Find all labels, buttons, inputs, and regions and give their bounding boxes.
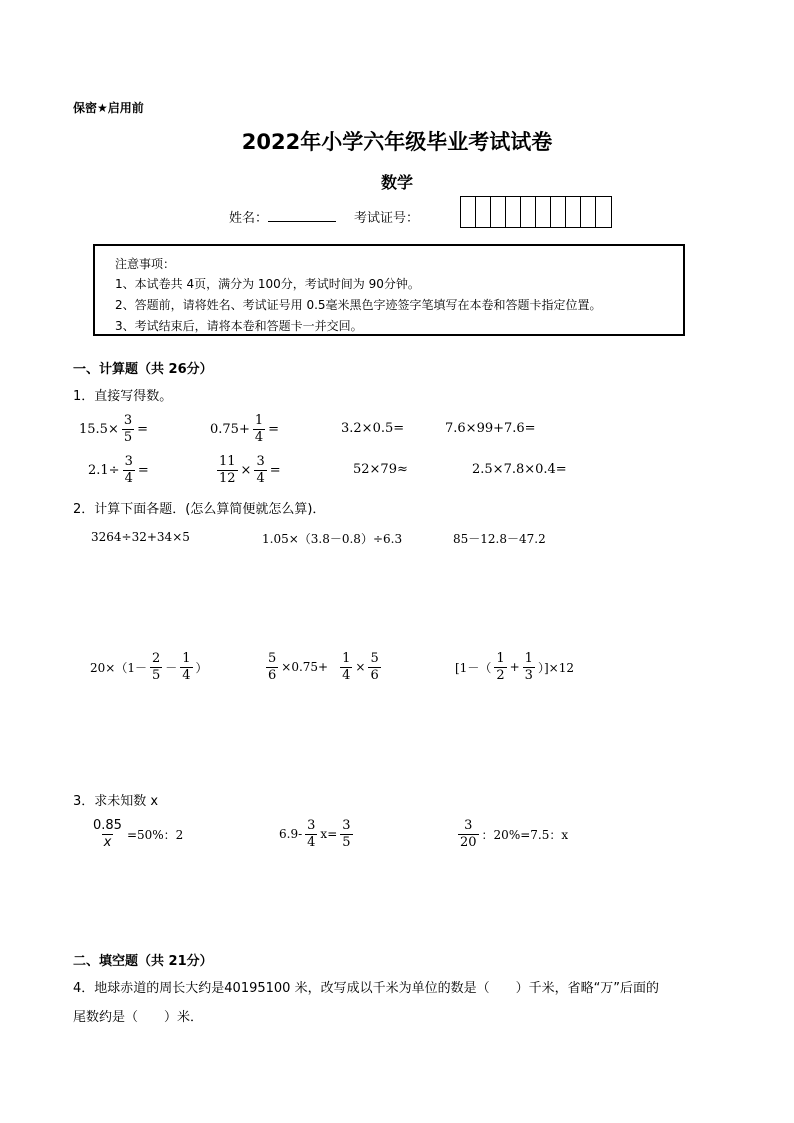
math-text: 20×（1－ bbox=[90, 660, 147, 675]
exam-id-cell[interactable] bbox=[491, 197, 506, 227]
fraction-numerator: 3 bbox=[256, 453, 265, 469]
confidential-label: 保密★启用前 bbox=[73, 101, 144, 115]
fraction bbox=[368, 652, 380, 682]
fraction bbox=[122, 414, 134, 444]
fraction bbox=[91, 819, 124, 849]
fraction-numerator: 1 bbox=[182, 650, 191, 666]
fraction bbox=[253, 414, 265, 444]
q1-item-7: 52×79≈ bbox=[353, 462, 408, 477]
fraction bbox=[266, 652, 278, 682]
section-2-title: 二、填空题（共 21分） bbox=[73, 954, 213, 969]
q1-item-5 bbox=[88, 451, 149, 489]
math-text: ） bbox=[195, 660, 208, 675]
fraction-denominator: 5 bbox=[123, 429, 133, 445]
q1-item-8: 2.5×7.8×0.4= bbox=[472, 462, 567, 477]
q2-label: 2．计算下面各题．(怎么算简便就怎么算)． bbox=[73, 502, 326, 517]
exam-id-cell[interactable] bbox=[536, 197, 551, 227]
fraction-numerator: 2 bbox=[151, 650, 161, 666]
exam-id-cell[interactable] bbox=[596, 197, 611, 227]
fraction-numerator: 5 bbox=[370, 650, 379, 666]
fraction-denominator: 6 bbox=[370, 667, 379, 683]
fraction-denominator: 5 bbox=[342, 834, 351, 850]
exam-id-cell[interactable] bbox=[461, 197, 476, 227]
q1-item-1 bbox=[79, 410, 148, 448]
exam-id-grid[interactable] bbox=[460, 196, 612, 228]
notice-item-1: 1、本试卷共 4页，满分为 100分，考试时间为 90分钟。 bbox=[115, 277, 420, 291]
fraction bbox=[217, 455, 238, 485]
math-text: = bbox=[137, 421, 149, 437]
fraction-denominator: x bbox=[103, 834, 112, 850]
fraction-numerator: 1 bbox=[524, 650, 533, 666]
q3-item-1 bbox=[88, 815, 183, 853]
q2-item-1: 3264÷32+34×5 bbox=[91, 530, 190, 544]
fraction-numerator: 11 bbox=[219, 453, 236, 469]
exam-id-cell[interactable] bbox=[521, 197, 536, 227]
q2-item-2: 1.05×（3.8－0.8）÷6.3 bbox=[262, 532, 403, 546]
math-text: 2.1÷ bbox=[88, 462, 120, 478]
fraction-denominator: 4 bbox=[307, 834, 316, 850]
fraction-numerator: 5 bbox=[268, 650, 277, 666]
q1-item-2 bbox=[210, 410, 279, 448]
fraction bbox=[340, 652, 352, 682]
math-text: = bbox=[137, 462, 149, 478]
fraction-numerator: 3 bbox=[123, 412, 133, 428]
fraction-numerator: 3 bbox=[342, 817, 351, 833]
fraction-denominator: 4 bbox=[124, 470, 133, 486]
math-text: 15.5× bbox=[79, 421, 119, 437]
fraction bbox=[305, 819, 317, 849]
fraction-numerator: 1 bbox=[496, 650, 505, 666]
notice-item-2: 2、答题前，请将姓名、考试证号用 0.5毫米黑色字迹签字笔填写在本卷和答题卡指定位置。 bbox=[115, 298, 602, 312]
fraction-denominator: 2 bbox=[496, 667, 505, 683]
fraction bbox=[494, 652, 506, 682]
fraction-numerator: 3 bbox=[124, 453, 133, 469]
section-1-title: 一、计算题（共 26分） bbox=[73, 362, 213, 377]
notice-item-3: 3、考试结束后，请将本卷和答题卡一并交回。 bbox=[115, 319, 363, 333]
math-text: 6.9- bbox=[279, 827, 303, 841]
q3-label: 3．求未知数 x bbox=[73, 794, 159, 809]
fraction-denominator: 12 bbox=[219, 470, 236, 486]
q3-item-2 bbox=[279, 815, 356, 853]
fraction-denominator: 4 bbox=[182, 667, 191, 683]
fraction-numerator: 1 bbox=[254, 412, 264, 428]
fraction-denominator: 4 bbox=[256, 470, 265, 486]
fraction-denominator: 20 bbox=[460, 834, 477, 850]
q1-item-4: 7.6×99+7.6= bbox=[445, 421, 536, 436]
math-text: × bbox=[240, 462, 252, 478]
exam-id-label: 考试证号： bbox=[354, 211, 420, 226]
fraction-numerator: 3 bbox=[464, 817, 473, 833]
q4-text-line-2: 尾数约是（ ）米． bbox=[73, 1010, 204, 1025]
exam-subject: 数学 bbox=[380, 173, 413, 192]
notice-box bbox=[93, 244, 685, 336]
math-text: ：20%=7.5：x bbox=[481, 827, 569, 842]
fraction-numerator: 0.85 bbox=[93, 817, 122, 833]
math-text: [1－（ bbox=[455, 660, 492, 675]
fraction-numerator: 1 bbox=[342, 650, 351, 666]
q2-item-5 bbox=[263, 648, 384, 686]
math-text: = bbox=[268, 421, 280, 437]
name-label: 姓名： bbox=[229, 211, 269, 226]
q1-label: 1．直接写得数。 bbox=[73, 389, 173, 404]
name-blank[interactable] bbox=[268, 209, 336, 222]
fraction-denominator: 3 bbox=[524, 667, 533, 683]
fraction bbox=[340, 819, 352, 849]
fraction-denominator: 5 bbox=[151, 667, 161, 683]
q2-item-4 bbox=[90, 648, 208, 686]
exam-id-cell[interactable] bbox=[581, 197, 596, 227]
math-text: x= bbox=[320, 827, 338, 841]
fraction bbox=[123, 455, 135, 485]
fraction-denominator: 4 bbox=[342, 667, 351, 683]
exam-id-cell[interactable] bbox=[551, 197, 566, 227]
fraction bbox=[150, 652, 162, 682]
exam-id-cell[interactable] bbox=[506, 197, 521, 227]
q4-text-line-1: 4．地球赤道的周长大约是40195100 米，改写成以千米为单位的数是（ ）千米，省略“万”后面的 bbox=[73, 981, 660, 996]
math-text: = bbox=[269, 462, 281, 478]
math-text: + bbox=[509, 660, 520, 674]
math-text: － bbox=[165, 660, 178, 675]
math-text: ×0.75+ bbox=[281, 660, 329, 674]
exam-id-cell[interactable] bbox=[566, 197, 581, 227]
q1-item-3: 3.2×0.5= bbox=[341, 421, 405, 436]
name-field[interactable] bbox=[229, 207, 336, 226]
q1-item-6 bbox=[214, 451, 281, 489]
fraction-denominator: 4 bbox=[254, 429, 264, 445]
math-text: 0.75+ bbox=[210, 421, 250, 437]
notice-title: 注意事项： bbox=[115, 257, 176, 271]
fraction bbox=[180, 652, 192, 682]
fraction-numerator: 3 bbox=[307, 817, 316, 833]
q2-item-3: 85－12.8－47.2 bbox=[453, 532, 546, 546]
fraction bbox=[523, 652, 535, 682]
fraction bbox=[254, 455, 266, 485]
fraction bbox=[458, 819, 479, 849]
exam-title: 2022年小学六年级毕业考试试卷 bbox=[241, 130, 553, 154]
exam-id-cell[interactable] bbox=[476, 197, 491, 227]
fraction-denominator: 6 bbox=[268, 667, 277, 683]
math-text: =50%：2 bbox=[126, 827, 184, 842]
q3-item-3 bbox=[455, 815, 568, 853]
math-text: × bbox=[355, 660, 366, 674]
math-text: ）]×12 bbox=[537, 660, 574, 675]
q2-item-6 bbox=[455, 648, 574, 686]
